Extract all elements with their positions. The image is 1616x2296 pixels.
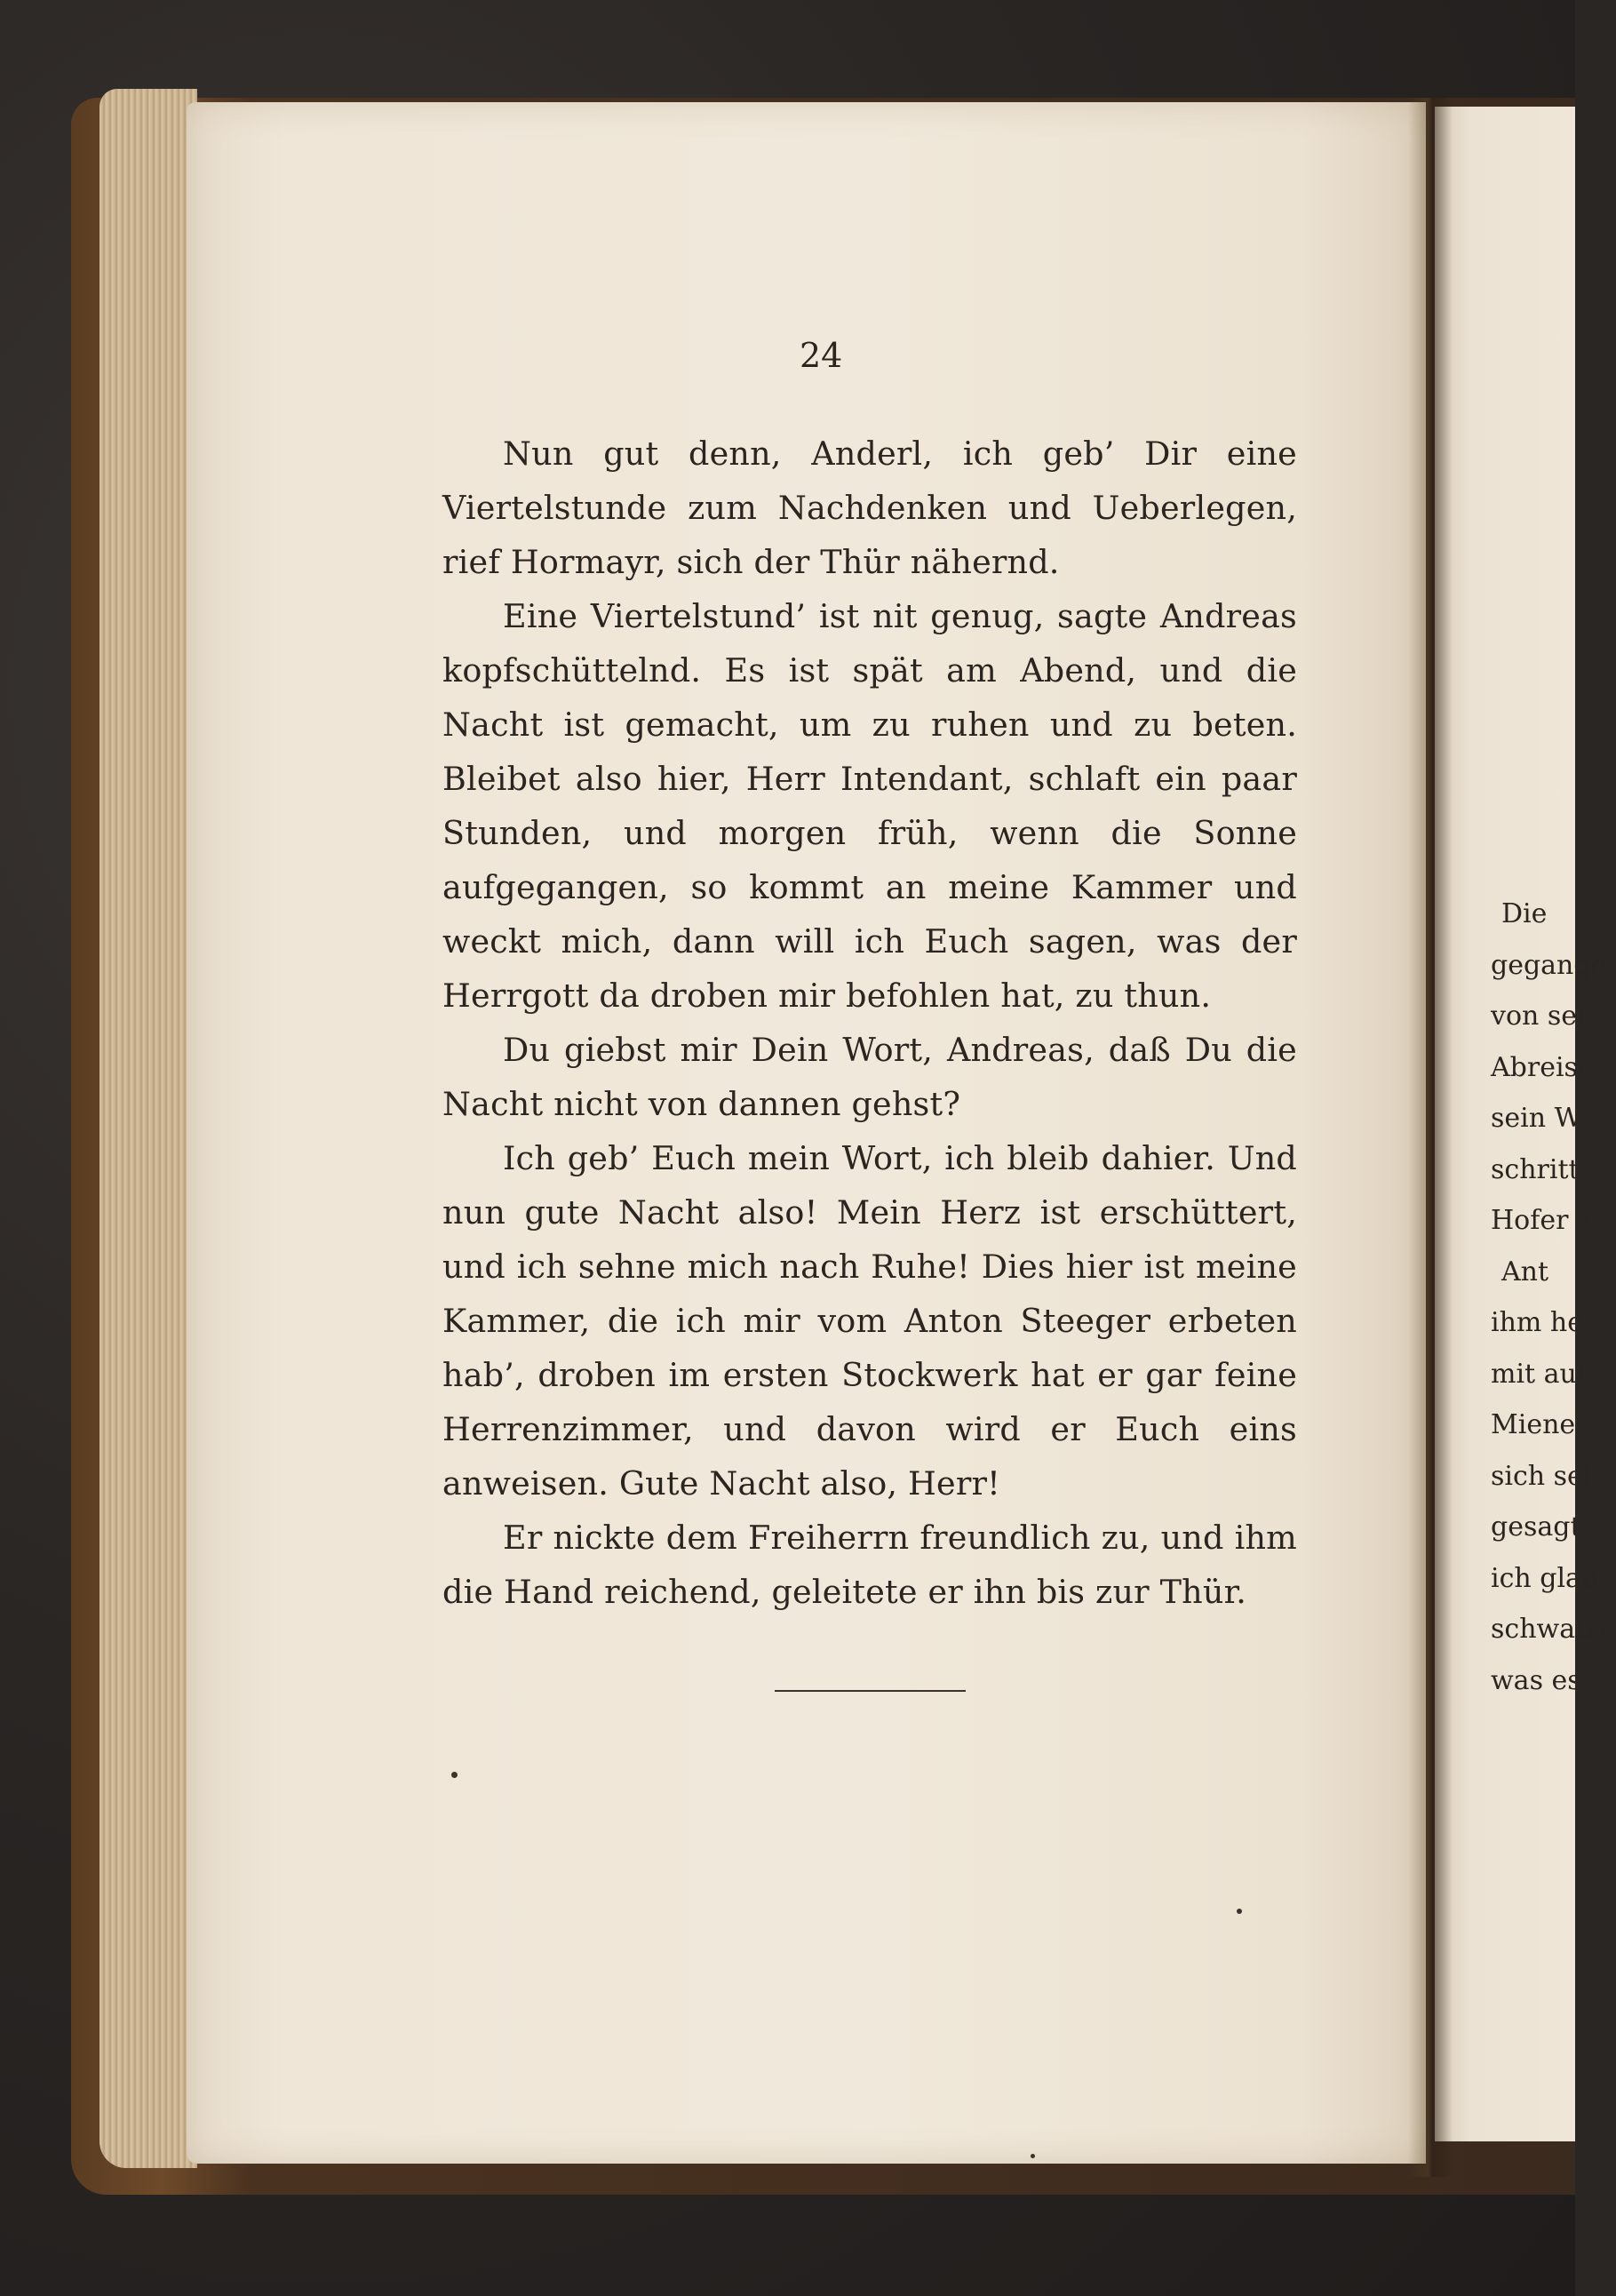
paragraph: Er nickte dem Freiherrn freundlich zu, und ihm die Hand reichend, geleitete er ihn bis zur Thür. xyxy=(442,1519,1297,1611)
facing-line: Die xyxy=(1501,898,1548,929)
ink-speck xyxy=(1237,1909,1242,1914)
section-divider xyxy=(775,1690,966,1692)
facing-line: gegange xyxy=(1491,949,1607,981)
facing-line: Miene xyxy=(1491,1409,1576,1440)
page-body-text xyxy=(442,427,1297,1619)
facing-line: ich glau xyxy=(1491,1562,1599,1594)
paragraph: Du giebst mir Dein Wort, Andreas, daß Du die Nacht nicht von dannen gehst? xyxy=(442,1031,1297,1123)
paragraph: Eine Viertelstund’ ist nit genug, sagte Andreas kopfschüttelnd. Es ist spät am Abend, und die Nacht ist gemacht, um zu ruhen und zu beten. Bleibet also hier, Herr Intendant, schlaft ein paar Stunden, und morgen früh, wenn die Sonne aufgegangen, so kommt an meine Kammer und weckt mich, dann will ich Euch sagen, was der Herrgott da droben mir befohlen hat, zu thun. xyxy=(442,597,1297,1015)
facing-line: Hofer z xyxy=(1491,1205,1591,1236)
paragraph: Nun gut denn, Anderl, ich geb’ Dir eine Viertelstunde zum Nachdenken und Ueberlegen, rief Hormayr, sich der Thür nähernd. xyxy=(442,434,1297,581)
facing-line: sein W xyxy=(1491,1103,1582,1134)
facing-line: von sei xyxy=(1491,1001,1586,1032)
facing-line: gesagt, xyxy=(1491,1511,1590,1543)
facing-line: ihm he xyxy=(1491,1307,1583,1338)
page-edges xyxy=(100,89,197,2168)
facing-line: Ant xyxy=(1501,1256,1549,1288)
ink-speck xyxy=(1031,2154,1035,2158)
facing-line: schritt xyxy=(1491,1153,1580,1185)
paragraph: Ich geb’ Euch mein Wort, ich bleib dahier. Und nun gute Nacht also! Mein Herz ist erschüttert, und ich sehne mich nach Ruhe! Dies hier ist meine Kammer, die ich mir vom Anton Steeger erbeten hab’, droben im ersten Stockwerk hat er gar feine Herrenzimmer, und davon wird er Euch eins anweisen. Gute Nacht also, Herr! xyxy=(442,1139,1297,1503)
facing-line: was es xyxy=(1491,1664,1581,1696)
facing-page-text xyxy=(1491,889,1616,1706)
facing-line: mit auf xyxy=(1491,1358,1587,1390)
page-number: 24 xyxy=(800,336,843,375)
facing-line: schwatze xyxy=(1491,1614,1616,1645)
book-gutter xyxy=(1408,98,1453,2177)
facing-line: Abreise xyxy=(1491,1051,1594,1083)
facing-line: sich sel xyxy=(1491,1460,1592,1492)
ink-speck xyxy=(451,1772,458,1778)
